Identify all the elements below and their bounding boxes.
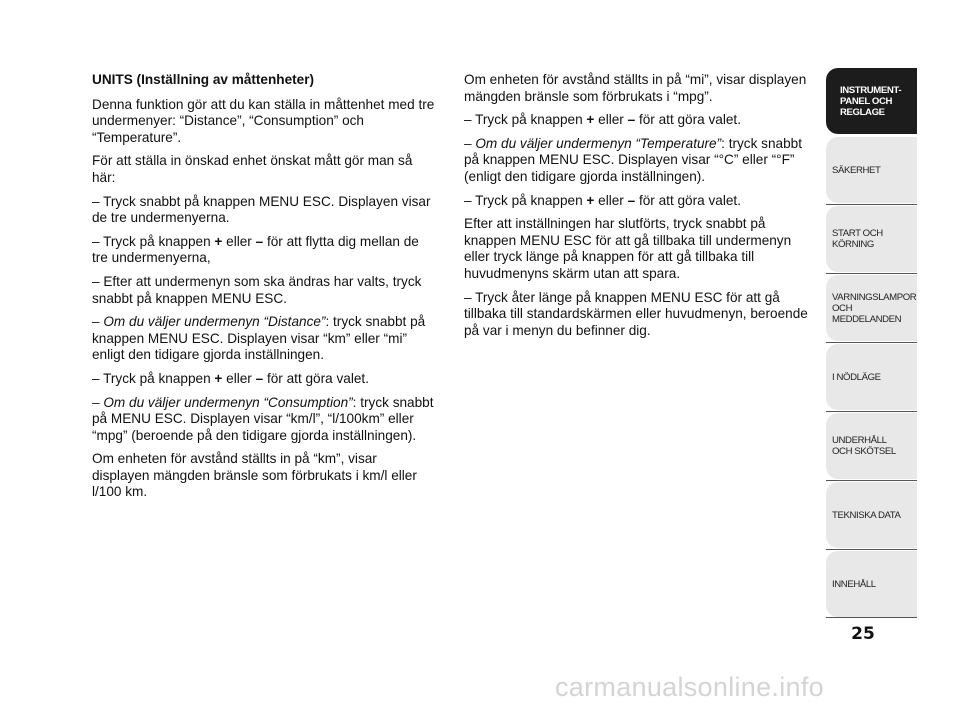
step-paragraph: – Tryck på knappen + eller – för att flytta dig mellan de tre undermenyerna, [92, 233, 419, 266]
long-press-paragraph: – Tryck åter länge på knappen MENU ESC för att gå tillbaka till standardskärmen eller huvudmenyn, beroende på var i menyn du befinner dig. [464, 289, 808, 338]
right-column [464, 72, 814, 346]
tab-contents[interactable]: INNEHÅLL [826, 551, 917, 617]
temperature-paragraph: – Om du väljer undermenyn “Temperature”: tryck snabbt på knappen MENU ESC. Displayen visar “°C” eller “°F” (enligt den tidigare gjorda inställningen). [464, 135, 802, 184]
km-note-paragraph: Om enheten för avstånd ställts in på “km”, visar displayen mängden bränsle som förbrukats i km/l eller l/100 km. [92, 451, 417, 500]
tab-maintenance[interactable]: UNDERHÅLL OCH SKÖTSEL [826, 413, 917, 479]
page-number: 25 [851, 624, 875, 644]
tab-technical-data[interactable]: TEKNISKA DATA [826, 482, 917, 548]
minus-symbol: – [255, 233, 264, 249]
tab-instrument-panel[interactable]: INSTRUMENT- PANEL OCH REGLAGE [826, 68, 917, 134]
step-paragraph: – Tryck på knappen + eller – för att göra valet. [464, 112, 741, 128]
step-paragraph: – Tryck på knappen + eller – för att göra valet. [92, 370, 369, 386]
how-to-paragraph: För att ställa in önskad enhet önskat mått gör man så här: [92, 153, 413, 185]
step-paragraph: – Efter att undermenyn som ska ändras har valts, tryck snabbt på knappen MENU ESC. [92, 273, 422, 306]
plus-symbol: + [214, 370, 223, 386]
left-column [92, 72, 437, 508]
consumption-paragraph: – Om du väljer undermenyn “Consumption”: tryck snabbt på MENU ESC. Displayen visar “km/l”, “l/100km” eller “mpg” (beroende på den tidigare gjorda inställningen). [92, 394, 434, 443]
tab-divider [826, 204, 917, 205]
step-paragraph: – Tryck på knappen + eller – för att göra valet. [464, 192, 741, 208]
step-paragraph: – Tryck snabbt på knappen MENU ESC. Displayen visar de tre undermenyerna. [92, 193, 431, 226]
distance-paragraph: – Om du väljer undermenyn “Distance”: tryck snabbt på knappen MENU ESC. Displayen visar “km” eller “mi” enligt den tidigare gjorda inställningen. [92, 314, 426, 363]
tab-divider [826, 342, 917, 343]
tab-divider [826, 480, 917, 481]
plus-symbol: + [586, 192, 595, 208]
plus-symbol: + [214, 233, 223, 249]
minus-symbol: – [627, 112, 636, 128]
tab-divider [826, 411, 917, 412]
tab-divider [826, 273, 917, 274]
tab-divider [826, 549, 917, 550]
chapter-tabs [826, 68, 917, 618]
tab-warning-lights[interactable]: VARNINGSLAMPOR OCH MEDDELANDEN [826, 275, 917, 341]
after-paragraph: Efter att inställningen har slutförts, tryck snabbt på knappen MENU ESC för att gå tillbaka till undermenyn eller tryck länge på knappen för att gå tillbaka till huvudmenyns skärm utan att spara. [464, 216, 792, 281]
mi-note-paragraph: Om enheten för avstånd ställts in på “mi”, visar displayen mängden bränsle som förbrukats i “mpg”. [464, 72, 807, 104]
tab-start-driving[interactable]: START OCH KÖRNING [826, 206, 917, 272]
section-heading: UNITS (Inställning av måttenheter) [92, 72, 315, 87]
tab-divider [826, 617, 917, 618]
tab-emergency[interactable]: I NÖDLÄGE [826, 344, 917, 410]
watermark: carmanualsonline.info [555, 672, 824, 702]
intro-paragraph: Denna funktion gör att du kan ställa in måttenhet med tre undermenyer: “Distance”, “Consumption” och “Temperature”. [92, 96, 435, 145]
minus-symbol: – [255, 370, 264, 386]
plus-symbol: + [586, 112, 595, 128]
minus-symbol: – [627, 192, 636, 208]
tab-safety[interactable]: SÄKERHET [826, 137, 917, 203]
